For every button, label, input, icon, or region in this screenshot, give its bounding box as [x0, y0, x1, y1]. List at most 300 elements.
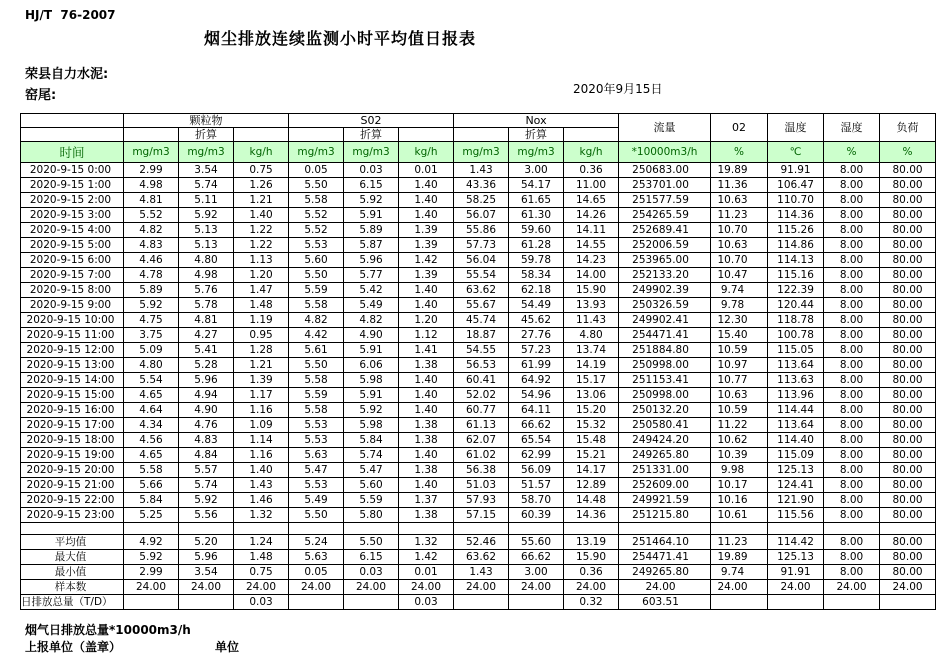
- summary-cell: 0.03: [234, 595, 289, 610]
- value-cell: 8.00: [824, 268, 880, 283]
- summary-cell: 125.13: [768, 550, 824, 565]
- summary-cell: 1.24: [234, 535, 289, 550]
- value-cell: 5.50: [289, 508, 344, 523]
- value-cell: 249424.20: [619, 433, 711, 448]
- unit-cell: mg/m3: [344, 142, 399, 163]
- value-cell: 61.30: [509, 208, 564, 223]
- table-row: [21, 253, 936, 268]
- value-cell: 5.50: [289, 178, 344, 193]
- value-cell: 5.92: [344, 403, 399, 418]
- summary-row: [21, 535, 936, 550]
- table-row: [21, 403, 936, 418]
- value-cell: 9.98: [711, 463, 768, 478]
- value-cell: 61.28: [509, 238, 564, 253]
- summary-cell: 0.03: [399, 595, 454, 610]
- value-cell: 1.21: [234, 358, 289, 373]
- value-cell: 56.53: [454, 358, 509, 373]
- unit-cell-temperature: ℃: [768, 142, 824, 163]
- value-cell: 56.04: [454, 253, 509, 268]
- value-cell: 115.26: [768, 223, 824, 238]
- location-label: 窑尾:: [25, 88, 57, 103]
- value-cell: 80.00: [880, 163, 936, 178]
- summary-label: 最大值: [21, 550, 124, 565]
- value-cell: 1.41: [399, 343, 454, 358]
- unit-cell: kg/h: [564, 142, 619, 163]
- value-cell: 250998.00: [619, 358, 711, 373]
- value-cell: 1.40: [399, 283, 454, 298]
- spacer-cell: [824, 523, 880, 535]
- value-cell: 43.36: [454, 178, 509, 193]
- summary-cell: [880, 595, 936, 610]
- table-row: [21, 373, 936, 388]
- value-cell: 14.36: [564, 508, 619, 523]
- value-cell: 1.26: [234, 178, 289, 193]
- spacer-cell: [454, 523, 509, 535]
- value-cell: 115.05: [768, 343, 824, 358]
- unit-cell: mg/m3: [179, 142, 234, 163]
- value-cell: 61.13: [454, 418, 509, 433]
- value-cell: 60.39: [509, 508, 564, 523]
- value-cell: 5.77: [344, 268, 399, 283]
- value-cell: 3.00: [509, 163, 564, 178]
- group-header-nox: Nox: [454, 114, 619, 128]
- unit-cell: mg/m3: [289, 142, 344, 163]
- value-cell: 62.07: [454, 433, 509, 448]
- spacer-cell: [179, 523, 234, 535]
- value-cell: 5.25: [124, 508, 179, 523]
- value-cell: 5.53: [289, 478, 344, 493]
- value-cell: 252609.00: [619, 478, 711, 493]
- value-cell: 1.20: [399, 313, 454, 328]
- value-cell: 4.81: [124, 193, 179, 208]
- value-cell: 4.94: [179, 388, 234, 403]
- value-cell: 14.19: [564, 358, 619, 373]
- time-cell: 2020-9-15 22:00: [21, 493, 124, 508]
- summary-cell: 8.00: [824, 535, 880, 550]
- value-cell: 80.00: [880, 178, 936, 193]
- value-cell: 8.00: [824, 328, 880, 343]
- value-cell: 13.74: [564, 343, 619, 358]
- value-cell: 4.90: [344, 328, 399, 343]
- value-cell: 13.06: [564, 388, 619, 403]
- value-cell: 14.00: [564, 268, 619, 283]
- value-cell: 249902.41: [619, 313, 711, 328]
- value-cell: 12.30: [711, 313, 768, 328]
- summary-cell: 1.43: [454, 565, 509, 580]
- value-cell: 14.17: [564, 463, 619, 478]
- value-cell: 5.47: [344, 463, 399, 478]
- value-cell: 100.78: [768, 328, 824, 343]
- value-cell: 118.78: [768, 313, 824, 328]
- value-cell: 56.38: [454, 463, 509, 478]
- value-cell: 4.65: [124, 448, 179, 463]
- value-cell: 3.54: [179, 163, 234, 178]
- value-cell: 56.07: [454, 208, 509, 223]
- value-cell: 254471.41: [619, 328, 711, 343]
- summary-cell: [768, 595, 824, 610]
- time-cell: 2020-9-15 1:00: [21, 178, 124, 193]
- time-cell: 2020-9-15 10:00: [21, 313, 124, 328]
- value-cell: 14.11: [564, 223, 619, 238]
- value-cell: 8.00: [824, 493, 880, 508]
- spacer-row: [21, 523, 936, 535]
- value-cell: 125.13: [768, 463, 824, 478]
- value-cell: 18.87: [454, 328, 509, 343]
- value-cell: 8.00: [824, 388, 880, 403]
- value-cell: 55.86: [454, 223, 509, 238]
- col-header-load: 负荷: [880, 114, 936, 142]
- value-cell: 254265.59: [619, 208, 711, 223]
- value-cell: 10.16: [711, 493, 768, 508]
- value-cell: 4.90: [179, 403, 234, 418]
- spacer-cell: [124, 523, 179, 535]
- report-table: [20, 113, 936, 610]
- value-cell: 4.82: [344, 313, 399, 328]
- unit-cell-o2: %: [711, 142, 768, 163]
- value-cell: 51.57: [509, 478, 564, 493]
- value-cell: 8.00: [824, 463, 880, 478]
- value-cell: 1.38: [399, 358, 454, 373]
- time-cell: 2020-9-15 19:00: [21, 448, 124, 463]
- value-cell: 5.59: [344, 493, 399, 508]
- value-cell: 5.80: [344, 508, 399, 523]
- value-cell: 5.58: [289, 193, 344, 208]
- value-cell: 5.91: [344, 343, 399, 358]
- summary-cell: 3.00: [509, 565, 564, 580]
- value-cell: 10.59: [711, 343, 768, 358]
- header-empty-cell: [21, 114, 124, 128]
- value-cell: 80.00: [880, 238, 936, 253]
- summary-cell: 24.00: [454, 580, 509, 595]
- value-cell: 54.55: [454, 343, 509, 358]
- summary-row: [21, 595, 936, 610]
- time-cell: 2020-9-15 20:00: [21, 463, 124, 478]
- value-cell: 8.00: [824, 208, 880, 223]
- spacer-cell: [619, 523, 711, 535]
- value-cell: 250683.00: [619, 163, 711, 178]
- value-cell: 115.56: [768, 508, 824, 523]
- value-cell: 8.00: [824, 193, 880, 208]
- value-cell: 15.48: [564, 433, 619, 448]
- value-cell: 249921.59: [619, 493, 711, 508]
- value-cell: 8.00: [824, 403, 880, 418]
- table-row: [21, 283, 936, 298]
- value-cell: 4.65: [124, 388, 179, 403]
- value-cell: 59.60: [509, 223, 564, 238]
- summary-cell: [454, 595, 509, 610]
- time-cell: 2020-9-15 11:00: [21, 328, 124, 343]
- unit-cell-humidity: %: [824, 142, 880, 163]
- value-cell: 5.11: [179, 193, 234, 208]
- value-cell: 251577.59: [619, 193, 711, 208]
- spacer-cell: [289, 523, 344, 535]
- value-cell: 5.92: [344, 193, 399, 208]
- table-row: [21, 163, 936, 178]
- value-cell: 8.00: [824, 358, 880, 373]
- value-cell: 251153.41: [619, 373, 711, 388]
- value-cell: 80.00: [880, 343, 936, 358]
- summary-label: 最小值: [21, 565, 124, 580]
- summary-cell: 24.00: [399, 580, 454, 595]
- summary-cell: 5.24: [289, 535, 344, 550]
- value-cell: 80.00: [880, 298, 936, 313]
- value-cell: 1.47: [234, 283, 289, 298]
- table-row: [21, 268, 936, 283]
- value-cell: 5.78: [179, 298, 234, 313]
- value-cell: 80.00: [880, 388, 936, 403]
- summary-cell: 1.32: [399, 535, 454, 550]
- time-cell: 2020-9-15 5:00: [21, 238, 124, 253]
- value-cell: 5.58: [124, 463, 179, 478]
- value-cell: 4.27: [179, 328, 234, 343]
- value-cell: 124.41: [768, 478, 824, 493]
- value-cell: 5.60: [344, 478, 399, 493]
- value-cell: 252689.41: [619, 223, 711, 238]
- value-cell: 250132.20: [619, 403, 711, 418]
- summary-row: [21, 580, 936, 595]
- unit-cell-load: %: [880, 142, 936, 163]
- value-cell: 80.00: [880, 403, 936, 418]
- value-cell: 80.00: [880, 283, 936, 298]
- value-cell: 6.15: [344, 178, 399, 193]
- time-cell: 2020-9-15 3:00: [21, 208, 124, 223]
- summary-cell: [289, 595, 344, 610]
- value-cell: 57.73: [454, 238, 509, 253]
- summary-cell: 5.96: [179, 550, 234, 565]
- value-cell: 80.00: [880, 433, 936, 448]
- summary-cell: 0.01: [399, 565, 454, 580]
- reporting-unit-seal-label: 上报单位（盖章）: [25, 640, 122, 654]
- summary-cell: 1.48: [234, 550, 289, 565]
- value-cell: 27.76: [509, 328, 564, 343]
- value-cell: 5.84: [124, 493, 179, 508]
- value-cell: 10.63: [711, 193, 768, 208]
- value-cell: 64.11: [509, 403, 564, 418]
- summary-cell: 24.00: [880, 580, 936, 595]
- table-row: [21, 343, 936, 358]
- value-cell: 10.70: [711, 253, 768, 268]
- value-cell: 3.75: [124, 328, 179, 343]
- table-row: [21, 418, 936, 433]
- summary-cell: 55.60: [509, 535, 564, 550]
- value-cell: 115.16: [768, 268, 824, 283]
- value-cell: 1.28: [234, 343, 289, 358]
- unit-label: 单位: [215, 640, 240, 654]
- value-cell: 62.18: [509, 283, 564, 298]
- time-cell: 2020-9-15 16:00: [21, 403, 124, 418]
- value-cell: 5.50: [289, 268, 344, 283]
- standard-code: HJ/T 76-2007: [25, 8, 116, 22]
- value-cell: 11.00: [564, 178, 619, 193]
- value-cell: 249902.39: [619, 283, 711, 298]
- time-cell: 2020-9-15 18:00: [21, 433, 124, 448]
- value-cell: 8.00: [824, 508, 880, 523]
- value-cell: 5.91: [344, 208, 399, 223]
- col-header-humidity: 湿度: [824, 114, 880, 142]
- value-cell: 5.59: [289, 283, 344, 298]
- summary-cell: 24.00: [124, 580, 179, 595]
- value-cell: 1.39: [399, 238, 454, 253]
- value-cell: 1.40: [399, 388, 454, 403]
- value-cell: 5.41: [179, 343, 234, 358]
- value-cell: 4.80: [564, 328, 619, 343]
- group-header-so2: S02: [289, 114, 454, 128]
- value-cell: 59.78: [509, 253, 564, 268]
- table-row: [21, 223, 936, 238]
- header-empty-cell: [454, 128, 509, 142]
- value-cell: 1.43: [234, 478, 289, 493]
- value-cell: 253701.00: [619, 178, 711, 193]
- value-cell: 1.38: [399, 433, 454, 448]
- value-cell: 4.42: [289, 328, 344, 343]
- header-empty-cell: [21, 128, 124, 142]
- value-cell: 19.89: [711, 163, 768, 178]
- value-cell: 5.92: [124, 298, 179, 313]
- table-row: [21, 193, 936, 208]
- spacer-cell: [21, 523, 124, 535]
- value-cell: 251331.00: [619, 463, 711, 478]
- summary-cell: 9.74: [711, 565, 768, 580]
- time-cell: 2020-9-15 23:00: [21, 508, 124, 523]
- value-cell: 14.55: [564, 238, 619, 253]
- header-group-row: [21, 114, 936, 128]
- value-cell: 1.12: [399, 328, 454, 343]
- value-cell: 58.70: [509, 493, 564, 508]
- value-cell: 1.40: [399, 298, 454, 313]
- summary-cell: 52.46: [454, 535, 509, 550]
- value-cell: 8.00: [824, 343, 880, 358]
- value-cell: 1.19: [234, 313, 289, 328]
- value-cell: 54.96: [509, 388, 564, 403]
- value-cell: 114.44: [768, 403, 824, 418]
- value-cell: 10.62: [711, 433, 768, 448]
- value-cell: 15.90: [564, 283, 619, 298]
- summary-cell: 8.00: [824, 550, 880, 565]
- summary-cell: 24.00: [824, 580, 880, 595]
- value-cell: 8.00: [824, 253, 880, 268]
- value-cell: 5.52: [289, 223, 344, 238]
- value-cell: 10.70: [711, 223, 768, 238]
- value-cell: 1.32: [234, 508, 289, 523]
- value-cell: 5.42: [344, 283, 399, 298]
- time-cell: 2020-9-15 15:00: [21, 388, 124, 403]
- summary-cell: 63.62: [454, 550, 509, 565]
- summary-cell: [179, 595, 234, 610]
- summary-cell: 5.63: [289, 550, 344, 565]
- group-header-particulate: 颗粒物: [124, 114, 289, 128]
- table-row: [21, 238, 936, 253]
- value-cell: 80.00: [880, 463, 936, 478]
- value-cell: 4.98: [179, 268, 234, 283]
- summary-cell: [824, 595, 880, 610]
- value-cell: 122.39: [768, 283, 824, 298]
- value-cell: 1.21: [234, 193, 289, 208]
- value-cell: 5.54: [124, 373, 179, 388]
- value-cell: 45.74: [454, 313, 509, 328]
- summary-label: 平均值: [21, 535, 124, 550]
- value-cell: 1.40: [399, 478, 454, 493]
- value-cell: 5.59: [289, 388, 344, 403]
- value-cell: 5.49: [344, 298, 399, 313]
- table-row: [21, 493, 936, 508]
- value-cell: 10.39: [711, 448, 768, 463]
- time-cell: 2020-9-15 14:00: [21, 373, 124, 388]
- value-cell: 5.57: [179, 463, 234, 478]
- value-cell: 10.17: [711, 478, 768, 493]
- value-cell: 251884.80: [619, 343, 711, 358]
- value-cell: 64.92: [509, 373, 564, 388]
- value-cell: 1.22: [234, 223, 289, 238]
- value-cell: 14.26: [564, 208, 619, 223]
- summary-cell: 24.00: [619, 580, 711, 595]
- value-cell: 5.66: [124, 478, 179, 493]
- value-cell: 114.13: [768, 253, 824, 268]
- value-cell: 1.40: [399, 373, 454, 388]
- value-cell: 5.53: [289, 418, 344, 433]
- value-cell: 5.53: [289, 238, 344, 253]
- summary-cell: 0.36: [564, 565, 619, 580]
- value-cell: 1.42: [399, 253, 454, 268]
- value-cell: 45.62: [509, 313, 564, 328]
- time-cell: 2020-9-15 8:00: [21, 283, 124, 298]
- value-cell: 1.38: [399, 508, 454, 523]
- value-cell: 1.09: [234, 418, 289, 433]
- value-cell: 4.64: [124, 403, 179, 418]
- value-cell: 5.60: [289, 253, 344, 268]
- value-cell: 56.09: [509, 463, 564, 478]
- value-cell: 120.44: [768, 298, 824, 313]
- value-cell: 8.00: [824, 478, 880, 493]
- summary-cell: 80.00: [880, 565, 936, 580]
- value-cell: 1.20: [234, 268, 289, 283]
- value-cell: 251215.80: [619, 508, 711, 523]
- value-cell: 0.95: [234, 328, 289, 343]
- summary-cell: 603.51: [619, 595, 711, 610]
- value-cell: 5.63: [289, 448, 344, 463]
- unit-cell: kg/h: [399, 142, 454, 163]
- value-cell: 5.92: [179, 493, 234, 508]
- summary-cell: 8.00: [824, 565, 880, 580]
- value-cell: 9.74: [711, 283, 768, 298]
- value-cell: 11.23: [711, 208, 768, 223]
- value-cell: 80.00: [880, 223, 936, 238]
- value-cell: 80.00: [880, 418, 936, 433]
- summary-cell: 91.91: [768, 565, 824, 580]
- table-row: [21, 463, 936, 478]
- value-cell: 8.00: [824, 418, 880, 433]
- summary-cell: 66.62: [509, 550, 564, 565]
- value-cell: 250998.00: [619, 388, 711, 403]
- value-cell: 5.96: [179, 373, 234, 388]
- value-cell: 63.62: [454, 283, 509, 298]
- value-cell: 10.61: [711, 508, 768, 523]
- time-cell: 2020-9-15 17:00: [21, 418, 124, 433]
- value-cell: 5.47: [289, 463, 344, 478]
- value-cell: 4.83: [124, 238, 179, 253]
- summary-cell: 254471.41: [619, 550, 711, 565]
- summary-cell: 2.99: [124, 565, 179, 580]
- value-cell: 15.40: [711, 328, 768, 343]
- value-cell: 61.02: [454, 448, 509, 463]
- value-cell: 113.64: [768, 418, 824, 433]
- time-header: 时间: [21, 142, 124, 163]
- summary-cell: 24.00: [768, 580, 824, 595]
- unit-cell-flow: *10000m3/h: [619, 142, 711, 163]
- summary-cell: 80.00: [880, 535, 936, 550]
- page-title: 烟尘排放连续监测小时平均值日报表: [204, 29, 477, 48]
- value-cell: 8.00: [824, 178, 880, 193]
- value-cell: 1.40: [399, 178, 454, 193]
